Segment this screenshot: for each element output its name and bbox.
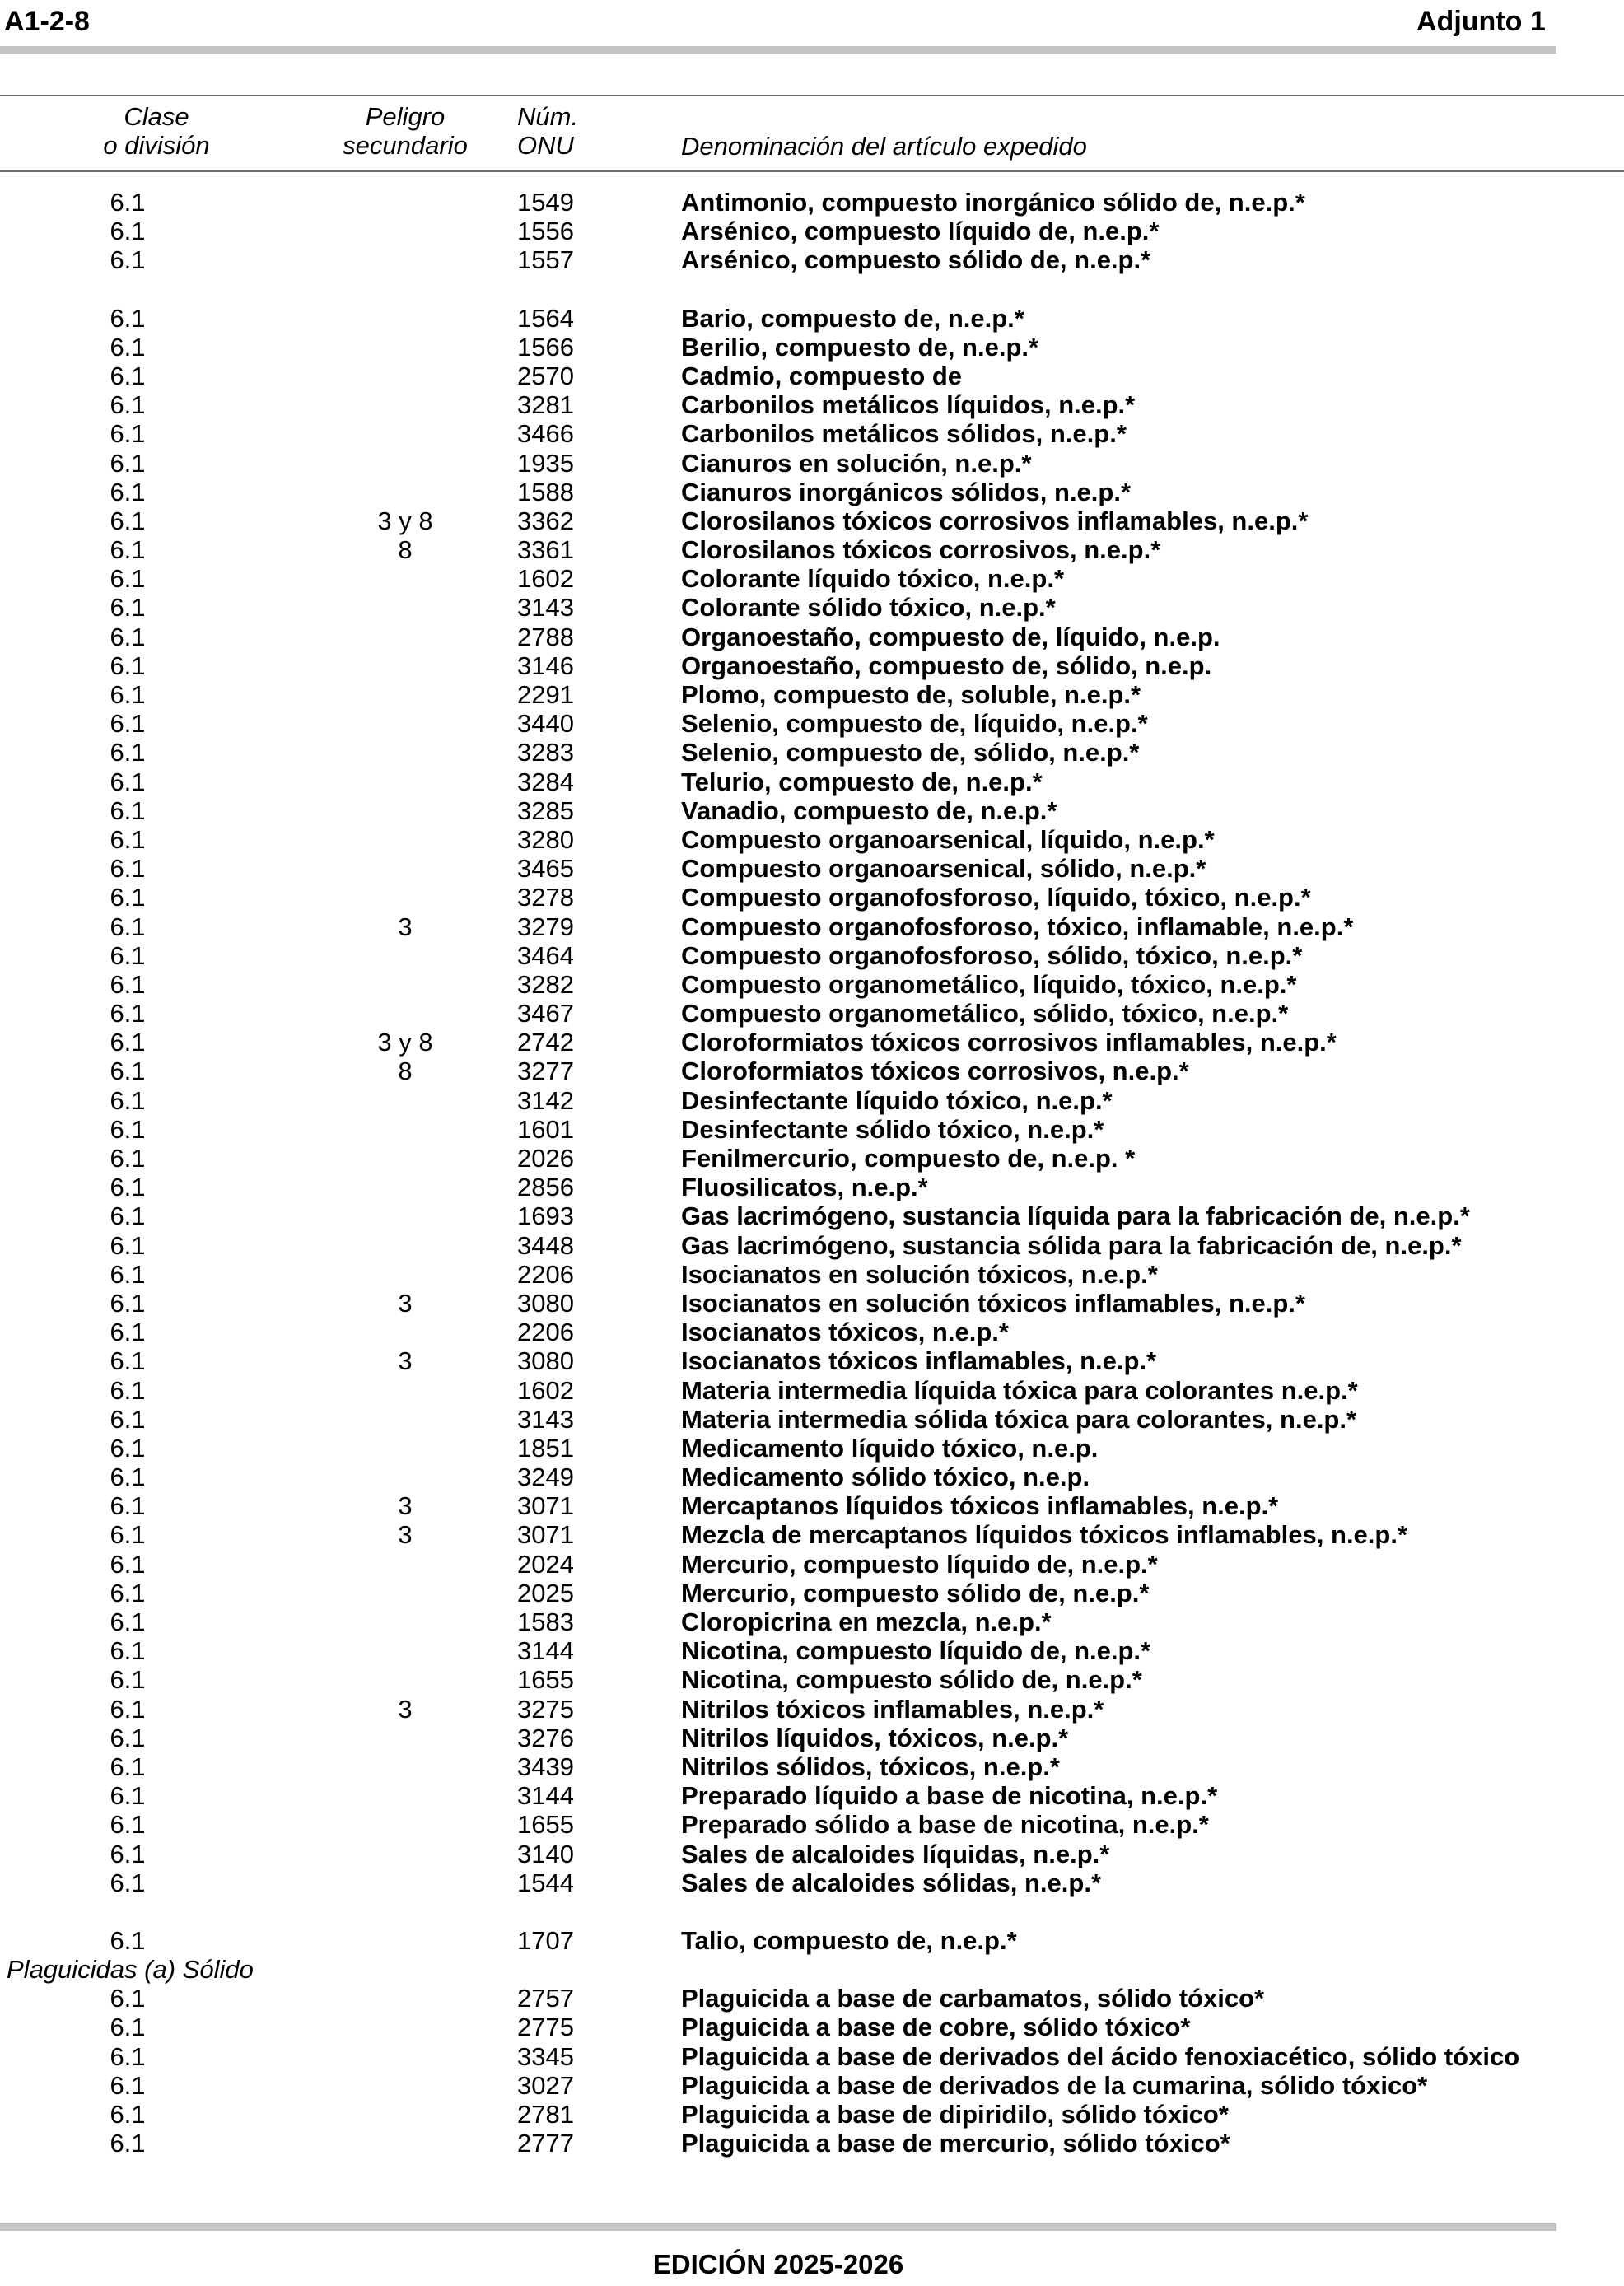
shipping-name-cell: Nicotina, compuesto sólido de, n.e.p.* (681, 1665, 1142, 1695)
class-cell: 6.1 (110, 1578, 146, 1607)
class-cell: 6.1 (110, 1346, 146, 1376)
un-number-cell: 1544 (517, 1868, 574, 1897)
un-number-cell: 1935 (517, 448, 574, 478)
class-cell: 6.1 (110, 1463, 146, 1492)
un-number-cell: 1601 (517, 1114, 574, 1144)
shipping-name-cell: Cianuros en solución, n.e.p.* (681, 448, 1032, 478)
table-header-top-rule (0, 95, 1624, 96)
class-cell: 6.1 (110, 912, 146, 941)
subsidiary-risk-cell: 8 (398, 1057, 413, 1086)
shipping-name-cell: Nitrilos tóxicos inflamables, n.e.p.* (681, 1694, 1104, 1724)
table-row (0, 245, 1624, 274)
shipping-name-cell: Desinfectante líquido tóxico, n.e.p.* (681, 1085, 1113, 1115)
table-row (0, 1201, 1624, 1230)
table-row (0, 1840, 1624, 1868)
table-row (0, 1665, 1624, 1694)
shipping-name-cell: Plaguicida a base de dipiridilo, sólido tóxico* (681, 2100, 1229, 2129)
table-row (0, 1028, 1624, 1057)
shipping-name-cell: Nitrilos sólidos, tóxicos, n.e.p.* (681, 1752, 1060, 1781)
class-cell: 6.1 (110, 217, 146, 246)
un-number-cell: 3142 (517, 1085, 574, 1115)
column-header-denominacion: Denominación del artículo expedido (681, 132, 1087, 161)
shipping-name-cell: Carbonilos metálicos líquidos, n.e.p.* (681, 390, 1136, 420)
class-cell: 6.1 (110, 709, 146, 739)
shipping-name-cell: Compuesto organoarsenical, sólido, n.e.p.* (681, 854, 1206, 884)
table-row (0, 1752, 1624, 1781)
column-header-num-line1: Núm. (517, 102, 579, 131)
class-cell: 6.1 (110, 1665, 146, 1695)
shipping-name-cell: Nicotina, compuesto líquido de, n.e.p.* (681, 1636, 1151, 1666)
table-row (0, 854, 1624, 883)
shipping-name-cell: Cianuros inorgánicos sólidos, n.e.p.* (681, 477, 1132, 506)
column-header-clase-line2: o división (103, 131, 210, 160)
class-cell: 6.1 (110, 1288, 146, 1318)
class-cell: 6.1 (110, 390, 146, 420)
shipping-name-cell: Gas lacrimógeno, sustancia sólida para la fabricación de, n.e.p.* (681, 1230, 1462, 1260)
class-cell: 6.1 (110, 1375, 146, 1405)
class-cell: 6.1 (110, 999, 146, 1029)
class-cell: 6.1 (110, 506, 146, 535)
shipping-name-cell: Arsénico, compuesto sólido de, n.e.p.* (681, 245, 1151, 275)
table-row (0, 2071, 1624, 2100)
shipping-name-cell: Plaguicida a base de mercurio, sólido tóxico* (681, 2129, 1230, 2158)
un-number-cell: 1566 (517, 332, 574, 362)
table-row (0, 2013, 1624, 2041)
class-cell: 6.1 (110, 738, 146, 767)
table-row (0, 796, 1624, 825)
class-cell: 6.1 (110, 535, 146, 565)
table-row (0, 1607, 1624, 1636)
un-number-cell: 3278 (517, 883, 574, 912)
un-number-cell: 3276 (517, 1723, 574, 1752)
un-number-cell: 1556 (517, 217, 574, 246)
class-cell: 6.1 (110, 1114, 146, 1144)
shipping-name-cell: Desinfectante sólido tóxico, n.e.p.* (681, 1114, 1104, 1144)
un-number-cell: 3080 (517, 1346, 574, 1376)
class-cell: 6.1 (110, 1694, 146, 1724)
table-row (0, 2129, 1624, 2158)
class-cell: 6.1 (110, 1230, 146, 1260)
top-rule (0, 46, 1556, 54)
class-cell: 6.1 (110, 1549, 146, 1579)
shipping-name-cell: Isocianatos en solución tóxicos inflamables, n.e.p.* (681, 1288, 1305, 1318)
shipping-name-cell: Fenilmercurio, compuesto de, n.e.p. * (681, 1144, 1136, 1173)
table-row (0, 188, 1624, 217)
attachment-label: Adjunto 1 (1416, 6, 1546, 37)
subsidiary-risk-cell: 3 (398, 1288, 413, 1318)
bottom-rule (0, 2223, 1556, 2231)
un-number-cell: 3143 (517, 593, 574, 623)
class-cell: 6.1 (110, 1028, 146, 1057)
table-row (0, 1346, 1624, 1375)
un-number-cell: 1549 (517, 188, 574, 217)
un-number-cell: 3144 (517, 1636, 574, 1666)
table-row (0, 1520, 1624, 1549)
un-number-cell: 1851 (517, 1433, 574, 1463)
column-header-num-onu (517, 102, 578, 160)
table-row (0, 1376, 1624, 1405)
subsidiary-risk-cell: 8 (398, 535, 413, 565)
table-row (0, 1115, 1624, 1144)
shipping-name-cell: Isocianatos tóxicos inflamables, n.e.p.* (681, 1346, 1157, 1376)
edition-footer: EDICIÓN 2025-2026 (652, 2249, 904, 2279)
un-number-cell: 2206 (517, 1259, 574, 1289)
shipping-name-cell: Selenio, compuesto de, líquido, n.e.p.* (681, 709, 1148, 739)
shipping-name-cell: Clorosilanos tóxicos corrosivos, n.e.p.* (681, 535, 1161, 565)
table-row (0, 1405, 1624, 1434)
un-number-cell: 3448 (517, 1230, 574, 1260)
shipping-name-cell: Talio, compuesto de, n.e.p.* (681, 1925, 1017, 1955)
un-number-cell: 2291 (517, 680, 574, 709)
un-number-cell: 2206 (517, 1318, 574, 1347)
class-cell: 6.1 (110, 1173, 146, 1202)
table-row (0, 1318, 1624, 1346)
class-cell: 6.1 (110, 1607, 146, 1636)
class-cell: 6.1 (110, 1781, 146, 1811)
shipping-name-cell: Organoestaño, compuesto de, sólido, n.e.p. (681, 651, 1212, 680)
un-number-cell: 1588 (517, 477, 574, 506)
table-row (0, 564, 1624, 593)
un-number-cell: 3466 (517, 419, 574, 449)
shipping-name-cell: Colorante sólido tóxico, n.e.p.* (681, 593, 1056, 623)
shipping-name-cell: Nitrilos líquidos, tóxicos, n.e.p.* (681, 1723, 1069, 1752)
class-cell: 6.1 (110, 1810, 146, 1840)
shipping-name-cell: Mezcla de mercaptanos líquidos tóxicos inflamables, n.e.p.* (681, 1520, 1408, 1550)
shipping-name-cell: Plaguicida a base de carbamatos, sólido tóxico* (681, 1984, 1265, 2013)
shipping-name-cell: Sales de alcaloides líquidas, n.e.p.* (681, 1839, 1110, 1868)
shipping-name-cell: Cloropicrina en mezcla, n.e.p.* (681, 1607, 1052, 1636)
table-row (0, 1260, 1624, 1289)
class-cell: 6.1 (110, 2041, 146, 2071)
table-row (0, 362, 1624, 390)
un-number-cell: 3283 (517, 738, 574, 767)
table-row (0, 449, 1624, 478)
un-number-cell: 1707 (517, 1925, 574, 1955)
table-row (0, 651, 1624, 680)
class-cell: 6.1 (110, 1984, 146, 2013)
class-cell: 6.1 (110, 1144, 146, 1173)
class-cell: 6.1 (110, 883, 146, 912)
un-number-cell: 3282 (517, 969, 574, 999)
table-row (0, 883, 1624, 912)
shipping-name-cell: Plomo, compuesto de, soluble, n.e.p.* (681, 680, 1141, 709)
class-cell: 6.1 (110, 767, 146, 796)
table-row (0, 912, 1624, 941)
table-row (0, 1636, 1624, 1665)
un-number-cell: 3027 (517, 2070, 574, 2100)
table-row (0, 825, 1624, 854)
un-number-cell: 2777 (517, 2129, 574, 2158)
shipping-name-cell: Clorosilanos tóxicos corrosivos inflamables, n.e.p.* (681, 506, 1309, 535)
table-row (0, 1984, 1624, 2013)
column-header-peligro (323, 102, 488, 160)
un-number-cell: 3285 (517, 795, 574, 825)
un-number-cell: 1564 (517, 303, 574, 333)
shipping-name-cell: Mercaptanos líquidos tóxicos inflamables, n.e.p.* (681, 1491, 1279, 1521)
shipping-name-cell: Compuesto organofosforoso, tóxico, inflamable, n.e.p.* (681, 912, 1354, 941)
table-row (0, 767, 1624, 796)
shipping-name-cell: Medicamento líquido tóxico, n.e.p. (681, 1433, 1099, 1463)
un-number-cell: 1655 (517, 1665, 574, 1695)
shipping-name-cell: Medicamento sólido tóxico, n.e.p. (681, 1463, 1090, 1492)
class-cell: 6.1 (110, 564, 146, 594)
class-cell: 6.1 (110, 680, 146, 709)
un-number-cell: 3279 (517, 912, 574, 941)
class-cell: 6.1 (110, 1201, 146, 1231)
shipping-name-cell: Colorante líquido tóxico, n.e.p.* (681, 564, 1065, 594)
table-row (0, 2042, 1624, 2071)
class-cell: 6.1 (110, 2013, 146, 2042)
document-reference: A1-2-8 (4, 6, 90, 37)
shipping-name-cell: Compuesto organofosforoso, líquido, tóxico, n.e.p.* (681, 883, 1311, 912)
un-number-cell: 3440 (517, 709, 574, 739)
un-number-cell: 3281 (517, 390, 574, 420)
un-number-cell: 3071 (517, 1520, 574, 1550)
table-row (0, 1086, 1624, 1115)
shipping-name-cell: Compuesto organofosforoso, sólido, tóxico, n.e.p.* (681, 940, 1303, 970)
shipping-name-cell: Telurio, compuesto de, n.e.p.* (681, 767, 1043, 796)
class-cell: 6.1 (110, 1433, 146, 1463)
shipping-name-cell: Arsénico, compuesto líquido de, n.e.p.* (681, 217, 1160, 246)
un-number-cell: 3144 (517, 1781, 574, 1811)
class-cell: 6.1 (110, 448, 146, 478)
class-cell: 6.1 (110, 795, 146, 825)
table-row (0, 1434, 1624, 1463)
class-cell: 6.1 (110, 593, 146, 623)
class-cell: 6.1 (110, 361, 146, 390)
shipping-name-cell: Antimonio, compuesto inorgánico sólido de, n.e.p.* (681, 188, 1305, 217)
shipping-name-cell: Cloroformiatos tóxicos corrosivos inflamables, n.e.p.* (681, 1028, 1337, 1057)
table-row (0, 1289, 1624, 1318)
table-row (0, 623, 1624, 651)
shipping-name-cell: Cadmio, compuesto de (681, 361, 963, 390)
table-row (0, 970, 1624, 999)
class-cell: 6.1 (110, 332, 146, 362)
un-number-cell: 3080 (517, 1288, 574, 1318)
class-cell: 6.1 (110, 651, 146, 680)
shipping-name-cell: Plaguicida a base de derivados de la cumarina, sólido tóxico* (681, 2070, 1428, 2100)
class-cell: 6.1 (110, 1085, 146, 1115)
table-row (0, 680, 1624, 709)
class-cell: 6.1 (110, 1057, 146, 1086)
un-number-cell: 3284 (517, 767, 574, 796)
table-row (0, 1491, 1624, 1520)
un-number-cell: 3439 (517, 1752, 574, 1781)
un-number-cell: 2742 (517, 1028, 574, 1057)
table-row (0, 593, 1624, 622)
class-cell: 6.1 (110, 1491, 146, 1521)
column-header-clase (74, 102, 239, 160)
un-number-cell: 2025 (517, 1578, 574, 1607)
subsidiary-risk-cell: 3 (398, 1491, 413, 1521)
shipping-name-cell: Materia intermedia líquida tóxica para colorantes n.e.p.* (681, 1375, 1358, 1405)
table-row (0, 1550, 1624, 1579)
shipping-name-cell: Sales de alcaloides sólidas, n.e.p.* (681, 1868, 1102, 1897)
table-row (0, 1868, 1624, 1897)
un-number-cell: 3465 (517, 854, 574, 884)
table-row (0, 1724, 1624, 1752)
un-number-cell: 3140 (517, 1839, 574, 1868)
table-row (0, 1173, 1624, 1201)
subsidiary-risk-cell: 3 y 8 (377, 1028, 433, 1057)
un-number-cell: 3362 (517, 506, 574, 535)
table-row (0, 1695, 1624, 1724)
shipping-name-cell: Fluosilicatos, n.e.p.* (681, 1173, 928, 1202)
un-number-cell: 3275 (517, 1694, 574, 1724)
table-row (0, 1810, 1624, 1839)
table-row (0, 1926, 1624, 1955)
shipping-name-cell: Mercurio, compuesto líquido de, n.e.p.* (681, 1549, 1158, 1579)
un-number-cell: 3361 (517, 535, 574, 565)
table-row (0, 304, 1624, 333)
column-header-num-line2: ONU (517, 131, 574, 160)
shipping-name-cell: Plaguicida a base de cobre, sólido tóxico* (681, 2013, 1191, 2042)
shipping-name-cell: Preparado sólido a base de nicotina, n.e.p.* (681, 1810, 1209, 1840)
table-row (0, 535, 1624, 564)
table-row (0, 478, 1624, 506)
shipping-name-cell: Isocianatos en solución tóxicos, n.e.p.* (681, 1259, 1158, 1289)
shipping-name-cell: Mercurio, compuesto sólido de, n.e.p.* (681, 1578, 1150, 1607)
table-row (0, 999, 1624, 1028)
class-cell: 6.1 (110, 477, 146, 506)
class-cell: 6.1 (110, 2100, 146, 2129)
un-number-cell: 2024 (517, 1549, 574, 1579)
table-row (0, 506, 1624, 535)
subsidiary-risk-cell: 3 (398, 1346, 413, 1376)
shipping-name-cell: Materia intermedia sólida tóxica para colorantes, n.e.p.* (681, 1404, 1357, 1434)
class-cell: 6.1 (110, 940, 146, 970)
un-number-cell: 1602 (517, 1375, 574, 1405)
subsidiary-risk-cell: 3 (398, 1520, 413, 1550)
un-number-cell: 3464 (517, 940, 574, 970)
shipping-name-cell: Carbonilos metálicos sólidos, n.e.p.* (681, 419, 1127, 449)
shipping-name-cell: Berilio, compuesto de, n.e.p.* (681, 332, 1039, 362)
class-cell: 6.1 (110, 854, 146, 884)
un-number-cell: 3467 (517, 999, 574, 1029)
table-row (0, 1231, 1624, 1260)
shipping-name-cell: Bario, compuesto de, n.e.p.* (681, 303, 1024, 333)
un-number-cell: 1693 (517, 1201, 574, 1231)
table-row (0, 2100, 1624, 2129)
un-number-cell: 2570 (517, 361, 574, 390)
table-row (0, 941, 1624, 970)
un-number-cell: 1583 (517, 1607, 574, 1636)
table-row (0, 1057, 1624, 1085)
un-number-cell: 2775 (517, 2013, 574, 2042)
class-cell: 6.1 (110, 1839, 146, 1868)
table-header-bottom-rule (0, 170, 1624, 172)
table-row (0, 333, 1624, 362)
table-row (0, 419, 1624, 448)
class-cell: 6.1 (110, 245, 146, 275)
subsidiary-risk-cell: 3 (398, 1694, 413, 1724)
un-number-cell: 3143 (517, 1404, 574, 1434)
goods-table (0, 188, 1624, 2158)
un-number-cell: 1557 (517, 245, 574, 275)
shipping-name-cell: Gas lacrimógeno, sustancia líquida para la fabricación de, n.e.p.* (681, 1201, 1470, 1231)
un-number-cell: 3249 (517, 1463, 574, 1492)
shipping-name-cell: Preparado líquido a base de nicotina, n.e.p.* (681, 1781, 1218, 1811)
table-row (0, 709, 1624, 738)
table-row (0, 217, 1624, 245)
subsidiary-risk-cell: 3 y 8 (377, 506, 433, 535)
class-cell: 6.1 (110, 2129, 146, 2158)
un-number-cell: 3071 (517, 1491, 574, 1521)
shipping-name-cell: Isocianatos tóxicos, n.e.p.* (681, 1318, 1009, 1347)
shipping-name-cell: Organoestaño, compuesto de, líquido, n.e.p. (681, 622, 1220, 651)
class-cell: 6.1 (110, 188, 146, 217)
un-number-cell: 2757 (517, 1984, 574, 2013)
shipping-name-cell: Compuesto organoarsenical, líquido, n.e.p.* (681, 824, 1215, 854)
column-header-clase-line1: Clase (124, 102, 189, 131)
un-number-cell: 3277 (517, 1057, 574, 1086)
un-number-cell: 3146 (517, 651, 574, 680)
class-cell: 6.1 (110, 419, 146, 449)
un-number-cell: 2856 (517, 1173, 574, 1202)
shipping-name-cell: Compuesto organometálico, sólido, tóxico, n.e.p.* (681, 999, 1289, 1029)
class-cell: 6.1 (110, 1318, 146, 1347)
table-row (0, 738, 1624, 767)
un-number-cell: 1602 (517, 564, 574, 594)
class-cell: 6.1 (110, 1723, 146, 1752)
table-row (0, 1463, 1624, 1491)
column-header-peligro-line2: secundario (343, 131, 468, 160)
un-number-cell: 3280 (517, 824, 574, 854)
table-row (0, 1579, 1624, 1607)
class-cell: 6.1 (110, 1752, 146, 1781)
table-row (0, 1781, 1624, 1810)
class-cell: 6.1 (110, 1636, 146, 1666)
class-cell: 6.1 (110, 1520, 146, 1550)
class-cell: 6.1 (110, 824, 146, 854)
un-number-cell: 3345 (517, 2041, 574, 2071)
class-cell: 6.1 (110, 969, 146, 999)
shipping-name-cell: Vanadio, compuesto de, n.e.p.* (681, 795, 1057, 825)
un-number-cell: 2781 (517, 2100, 574, 2129)
un-number-cell: 2026 (517, 1144, 574, 1173)
shipping-name-cell: Selenio, compuesto de, sólido, n.e.p.* (681, 738, 1140, 767)
class-cell: 6.1 (110, 1259, 146, 1289)
class-cell: 6.1 (110, 303, 146, 333)
un-number-cell: 2788 (517, 622, 574, 651)
table-row (0, 390, 1624, 419)
class-cell: 6.1 (110, 1404, 146, 1434)
section-heading: Plaguicidas (a) Sólido (7, 1955, 254, 1985)
subsidiary-risk-cell: 3 (398, 912, 413, 941)
class-cell: 6.1 (110, 622, 146, 651)
column-header-peligro-line1: Peligro (365, 102, 446, 131)
class-cell: 6.1 (110, 1925, 146, 1955)
shipping-name-cell: Compuesto organometálico, líquido, tóxico, n.e.p.* (681, 969, 1297, 999)
un-number-cell: 1655 (517, 1810, 574, 1840)
table-row (0, 1144, 1624, 1173)
class-cell: 6.1 (110, 1868, 146, 1897)
class-cell: 6.1 (110, 2070, 146, 2100)
shipping-name-cell: Plaguicida a base de derivados del ácido fenoxiacético, sólido tóxico (681, 2041, 1520, 2071)
shipping-name-cell: Cloroformiatos tóxicos corrosivos, n.e.p.* (681, 1057, 1189, 1086)
